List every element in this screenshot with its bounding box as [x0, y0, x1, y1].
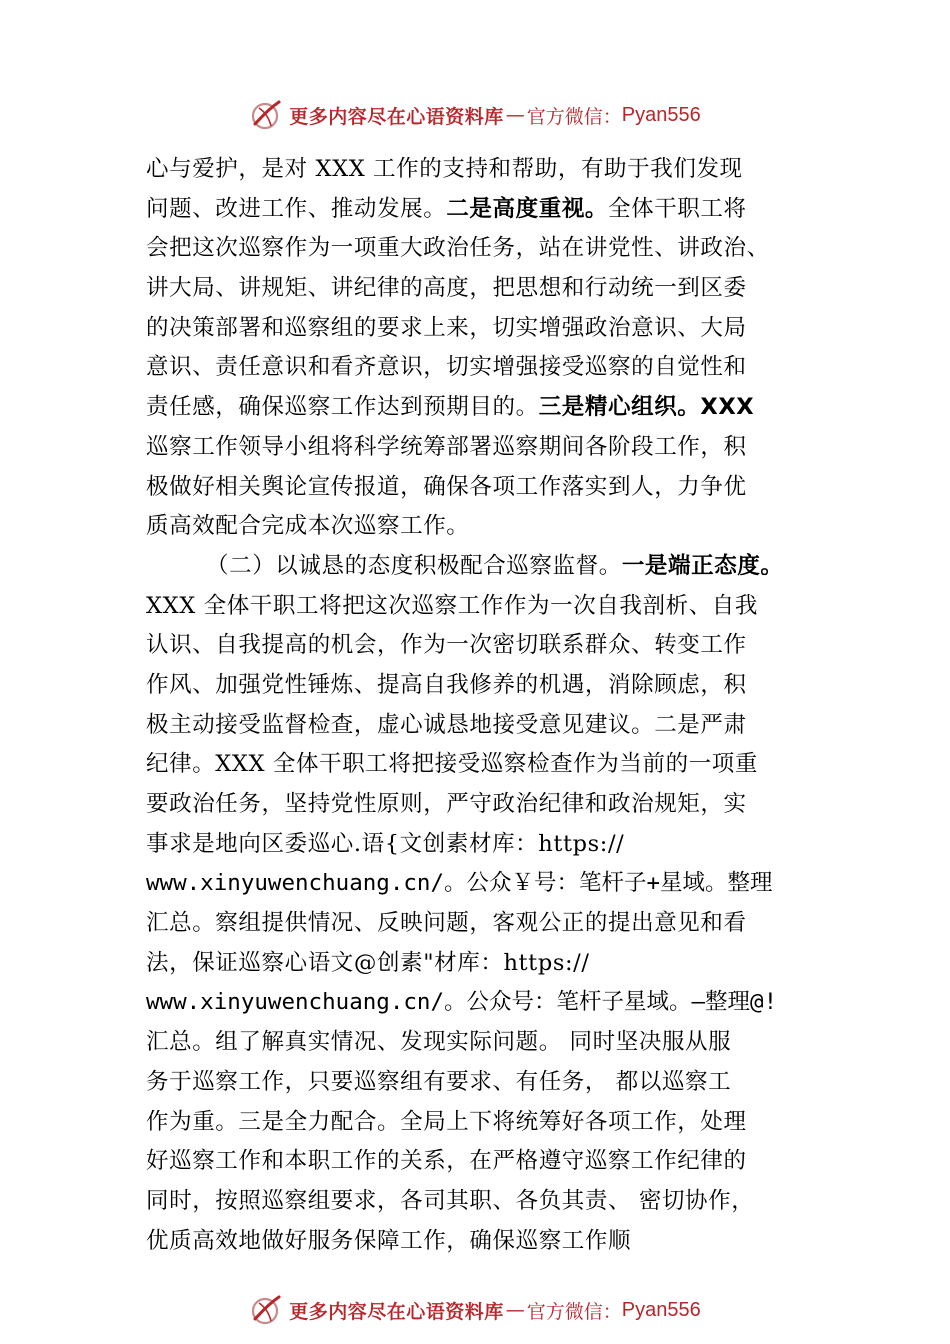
text-line: www.xinyuwenchuang.cn/。公众号：笔杆子星域。—整理@!: [146, 989, 778, 1016]
banner-dash: —: [505, 104, 525, 126]
bold-run: 三是精心组织。XXX: [538, 394, 755, 421]
text-line: 巡察工作领导小组将科学统筹部署巡察期间各阶段工作，积: [146, 433, 747, 460]
text-run: 全体干职工将: [608, 195, 747, 222]
banner-library-text: 更多内容尽在心语资料库: [289, 1300, 504, 1323]
text-line: 汇总。察组提供情况、反映问题，客观公正的提出意见和看: [146, 910, 747, 937]
text-line: www.xinyuwenchuang.cn/。公众￥号：笔杆子+星域。整理: [146, 870, 773, 897]
banner-library-text: 更多内容尽在心语资料库: [289, 105, 504, 128]
text-line: 极做好相关舆论宣传报道，确保各项工作落实到人，力争优: [146, 473, 747, 500]
text-line: 优质高效地做好服务保障工作，确保巡察工作顺: [146, 1227, 632, 1254]
text-line: 事求是地向区委巡心.语{文创素材库：https://: [146, 830, 625, 857]
text-run: （二）以诚恳的态度积极配合巡察监督。: [206, 552, 622, 579]
text-line: 讲大局、讲规矩、讲纪律的高度，把思想和行动统一到区委: [146, 275, 747, 302]
text-line: [146, 388, 826, 428]
section-heading-line: [146, 547, 826, 587]
text-line: [146, 190, 826, 230]
banner-wechat-label: 官方微信：: [526, 105, 622, 128]
text-run: 责任感，确保巡察工作达到预期目的。: [146, 394, 539, 421]
text-line: 认识、自我提高的机会，作为一次密切联系群众、转变工作: [146, 632, 747, 659]
banner-wechat-id: Pyan556: [621, 103, 701, 126]
text-line: 会把这次巡察作为一项重大政治任务，站在讲党性、讲政治、: [146, 235, 770, 262]
text-line: 心与爱护，是对 XXX 工作的支持和帮助，有助于我们发现: [146, 156, 743, 182]
footer-banner: [0, 1290, 950, 1330]
text-line: 汇总。组了解真实情况、发现实际问题。 同时坚决服从服: [146, 1029, 732, 1056]
banner-wechat-label: 官方微信：: [526, 1300, 622, 1323]
text-line: 的决策部署和巡察组的要求上来，切实增强政治意识、大局: [146, 314, 747, 341]
document-body: [146, 150, 826, 1261]
text-line: 极主动接受监督检查，虚心诚恳地接受意见建议。二是严肃: [146, 711, 747, 738]
text-line: 法，保证巡察心语文@创素"材库：https://: [146, 949, 590, 976]
bold-run: 一是端正态度。: [621, 552, 784, 579]
text-line: 质高效配合完成本次巡察工作。: [146, 513, 470, 540]
text-line: 纪律。XXX 全体干职工将把接受巡察检查作为当前的一项重: [146, 751, 759, 778]
text-line: 务于巡察工作，只要巡察组有要求、有任务， 都以巡察工: [146, 1068, 732, 1095]
banner-wechat-id: Pyan556: [621, 1298, 701, 1321]
bold-run: 二是高度重视。: [446, 195, 609, 222]
text-run: 问题、改进工作、推动发展。: [146, 195, 447, 222]
header-banner: [0, 95, 950, 135]
pen-swirl-icon: [249, 1293, 283, 1327]
banner-dash: —: [505, 1299, 525, 1321]
text-line: 作风、加强党性锤炼、提高自我修养的机遇，消除顾虑，积: [146, 671, 747, 698]
text-line: 要政治任务，坚持党性原则，严守政治纪律和政治规矩，实: [146, 791, 747, 817]
text-line: XXX 全体干职工将把这次巡察工作作为一次自我剖析、自我: [146, 592, 759, 619]
text-line: 好巡察工作和本职工作的关系，在严格遵守巡察工作纪律的: [146, 1148, 747, 1175]
text-line: 作为重。三是全力配合。全局上下将统筹好各项工作，处理: [146, 1108, 747, 1135]
text-line: 同时，按照巡察组要求，各司其职、各负其责、 密切协作，: [146, 1187, 755, 1214]
text-line: 意识、责任意识和看齐意识，切实增强接受巡察的自觉性和: [146, 354, 747, 381]
pen-swirl-icon: [249, 98, 283, 132]
